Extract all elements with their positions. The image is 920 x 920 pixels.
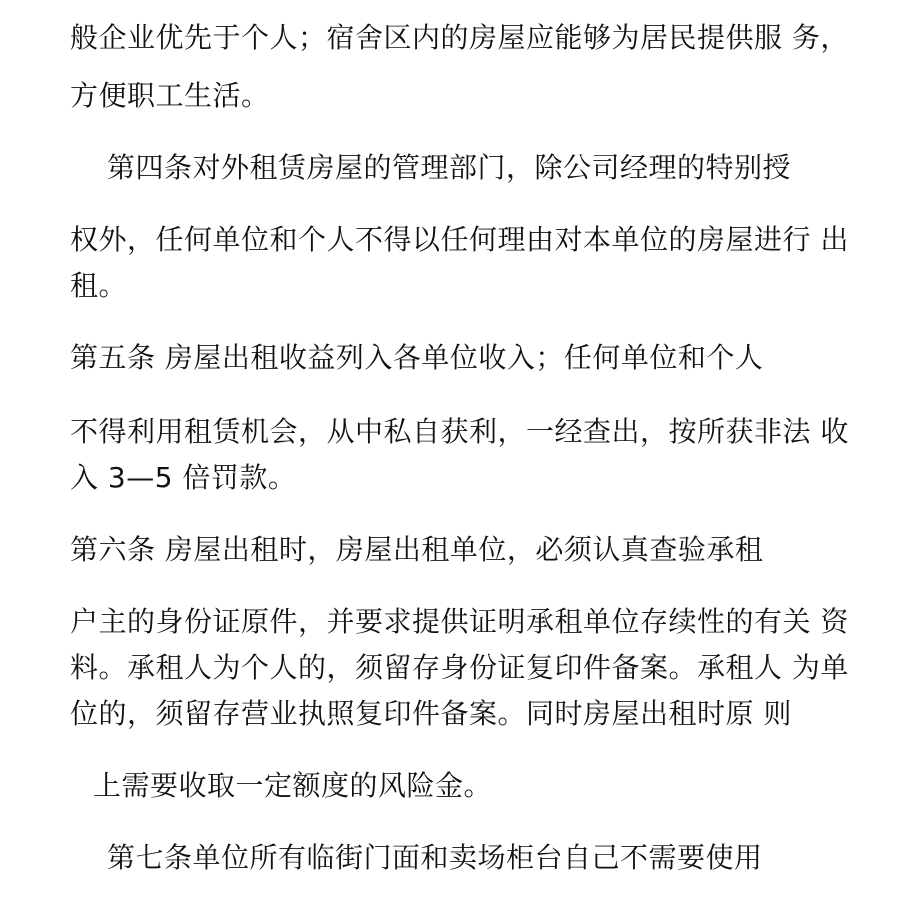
text-line-7: 不得利用租赁机会，从中私自获利，一经查出，按所获非法 收 xyxy=(70,415,849,448)
text-line-9: 第六条 房屋出租时，房屋出租单位，必须认真查验承租 xyxy=(70,533,764,566)
text-line-5: 租。 xyxy=(70,269,128,302)
text-line-4: 权外，任何单位和个人不得以任何理由对本单位的房屋进行 出 xyxy=(70,223,849,256)
text-line-8: 入 3—5 倍罚款。 xyxy=(70,461,297,494)
text-line-6: 第五条 房屋出租收益列入各单位收入；任何单位和个人 xyxy=(70,341,764,374)
text-line-3: 第四条对外租赁房屋的管理部门，除公司经理的特别授 xyxy=(107,151,792,184)
text-line-1: 般企业优先于个人；宿舍区内的房屋应能够为居民提供服 务， xyxy=(70,21,849,54)
text-line-14: 第七条单位所有临街门面和卖场柜台自己不需要使用 xyxy=(107,841,763,874)
text-line-10: 户主的身份证原件，并要求提供证明承租单位存续性的有关 资 xyxy=(70,605,849,638)
text-line-2: 方便职工生活。 xyxy=(70,79,270,112)
text-line-13: 上需要收取一定额度的风险金。 xyxy=(93,769,493,802)
text-line-11: 料。承租人为个人的，须留存身份证复印件备案。承租人 为单 xyxy=(70,651,849,684)
text-line-12: 位的，须留存营业执照复印件备案。同时房屋出租时原 则 xyxy=(70,697,792,730)
